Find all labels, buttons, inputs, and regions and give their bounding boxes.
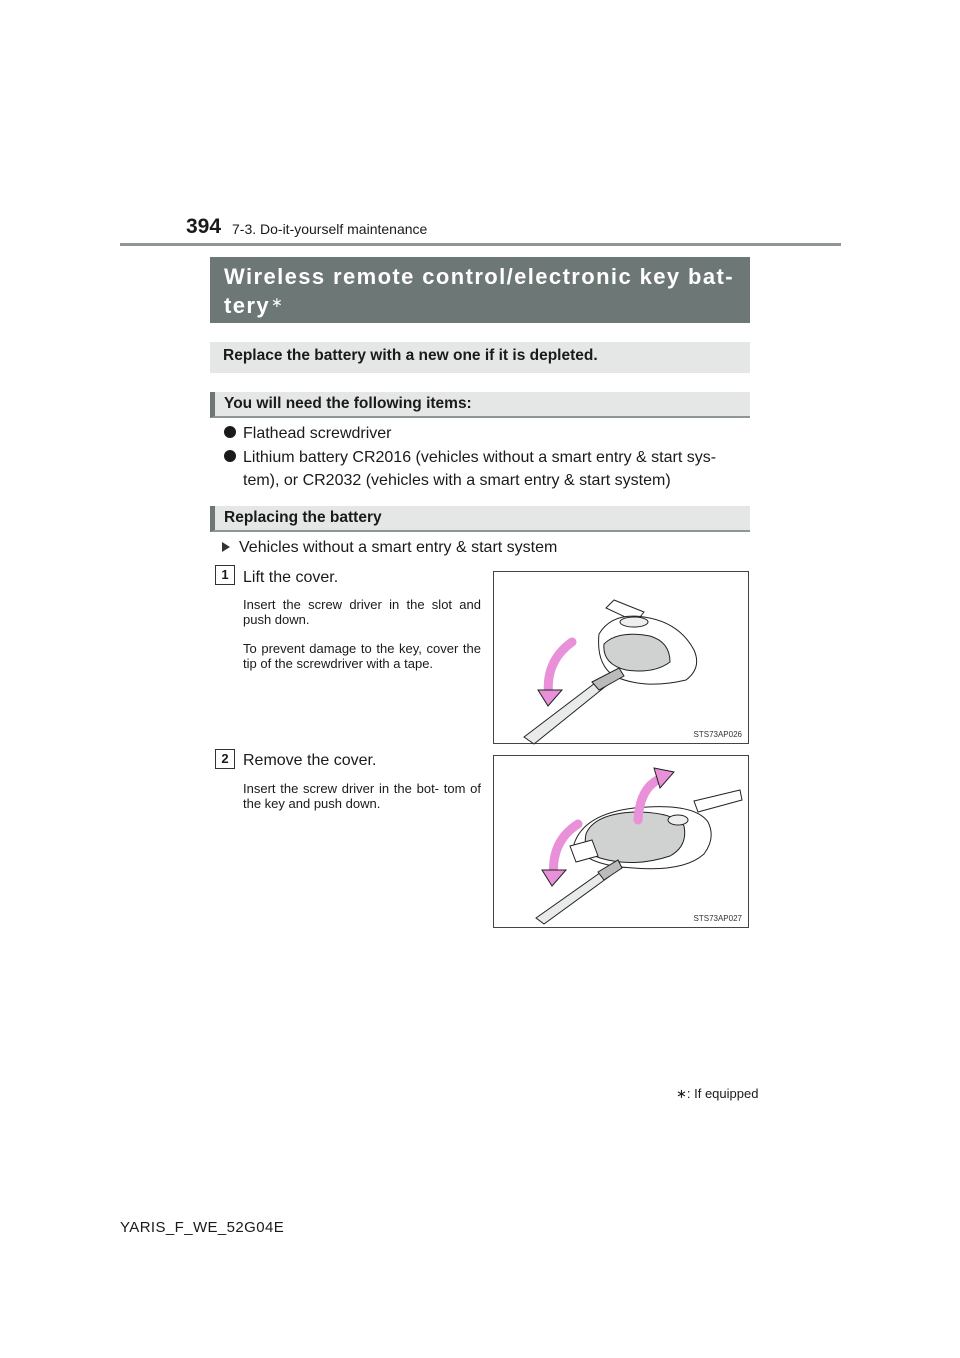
key-illustration (494, 572, 750, 745)
footnote: ∗: If equipped (676, 1086, 759, 1101)
page-title-line1: Wireless remote control/electronic key bat- (224, 264, 734, 289)
document-code: YARIS_F_WE_52G04E (120, 1219, 285, 1236)
bullet-icon (224, 450, 236, 462)
page-title (210, 257, 750, 323)
figure-remove-cover (493, 755, 749, 928)
list-item: Lithium battery CR2016 (vehicles without a smart entry & start sys- (224, 449, 716, 467)
step-description: To prevent damage to the key, cover the tip of the screwdriver with a tape. (243, 641, 481, 671)
triangle-bullet-icon (222, 542, 230, 552)
list-item-continuation: tem), or CR2032 (vehicles with a smart entry & start system) (243, 472, 671, 489)
step-title: Remove the cover. (243, 752, 377, 769)
step-description: Insert the screw driver in the bot- tom of the key and push down. (243, 781, 481, 811)
key-illustration (494, 756, 750, 929)
bullet-icon (224, 426, 236, 438)
equipped-mark: ∗ (270, 294, 285, 310)
step-title: Lift the cover. (243, 569, 339, 586)
variant-label: Vehicles without a smart entry & start system (222, 539, 557, 557)
header-divider (120, 243, 841, 246)
step-number: 2 (215, 749, 235, 769)
page-title-line2: tery (224, 293, 270, 318)
figure-lift-cover (493, 571, 749, 744)
figure-code: STS73AP026 (693, 730, 742, 739)
items-heading: You will need the following items: (210, 392, 750, 418)
step-number: 1 (215, 565, 235, 585)
list-item: Flathead screwdriver (224, 425, 392, 443)
step-description: Insert the screw driver in the slot and push down. (243, 597, 481, 627)
replace-heading: Replacing the battery (210, 506, 750, 532)
figure-code: STS73AP027 (693, 914, 742, 923)
section-label: 7-3. Do-it-yourself maintenance (232, 221, 428, 237)
intro-text: Replace the battery with a new one if it is depleted. (210, 342, 750, 373)
page-number: 394 (186, 215, 222, 238)
